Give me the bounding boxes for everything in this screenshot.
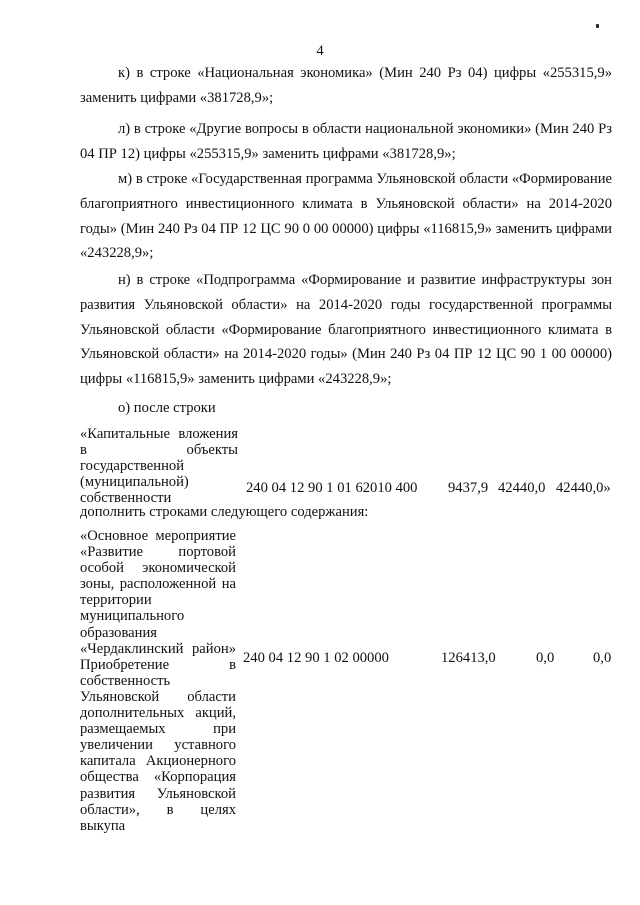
row2-label: «Основное мероприятие «Развитие портовой особой экономической зоны, расположенной на территории муниципального образования «Чердаклинский район» Приобретение в собственность Ульяновской области дополнительных акций, размещаемых при увеличении уставного капитала Акционерного общества «Корпорация развития Ульяновской области», в целях выкупа — [80, 528, 236, 834]
row2-value-2: 0,0 — [536, 650, 555, 666]
row1-value-1: 9437,9 — [448, 480, 489, 496]
row2-value-3: 0,0 — [593, 650, 612, 666]
row2-code: 240 04 12 90 1 02 00000 — [243, 650, 389, 666]
row1-code: 240 04 12 90 1 01 62010 400 — [246, 480, 418, 496]
paragraph-l: л) в строке «Другие вопросы в области национальной экономики» (Мин 240 Рз 04 ПР 12) цифры «255315,9» заменить цифрами «381728,9»; — [80, 121, 612, 162]
row1-label: «Капитальные вложения в объекты государственной (муниципальной) собственности — [80, 426, 238, 507]
corner-mark — [596, 24, 599, 28]
paragraph-n: н) в строке «Подпрограмма «Формирование и развитие инфраструктуры зон развития Ульяновской области» на 2014-2020 годы государственной программы Ульяновской области «Формирование благоприятного инвестиционного климата в Ульяновской области» на 2014-2020 годы» (Мин 240 Рз 04 ПР 12 ЦС 90 1 00 00000) цифры «116815,9» заменить цифрами «243228,9»; — [80, 272, 612, 388]
paragraph-m: м) в строке «Государственная программа Ульяновской области «Формирование благоприятного инвестиционного климата в Ульяновской области» на 2014-2020 годы» (Мин 240 Рз 04 ПР 12 ЦС 90 0 00 00000) цифры «116815,9» заменить цифрами «243228,9»; — [80, 171, 612, 262]
row1-value-3: 42440,0» — [556, 480, 611, 496]
row2-value-1: 126413,0 — [441, 650, 496, 666]
paragraph-o: о) после строки — [118, 400, 216, 416]
paragraph-add: дополнить строками следующего содержания: — [80, 504, 369, 520]
row1-value-2: 42440,0 — [498, 480, 546, 496]
page-number: 4 — [316, 43, 324, 59]
paragraph-k: к) в строке «Национальная экономика» (Мин 240 Рз 04) цифры «255315,9» заменить цифрами «381728,9»; — [80, 65, 612, 106]
